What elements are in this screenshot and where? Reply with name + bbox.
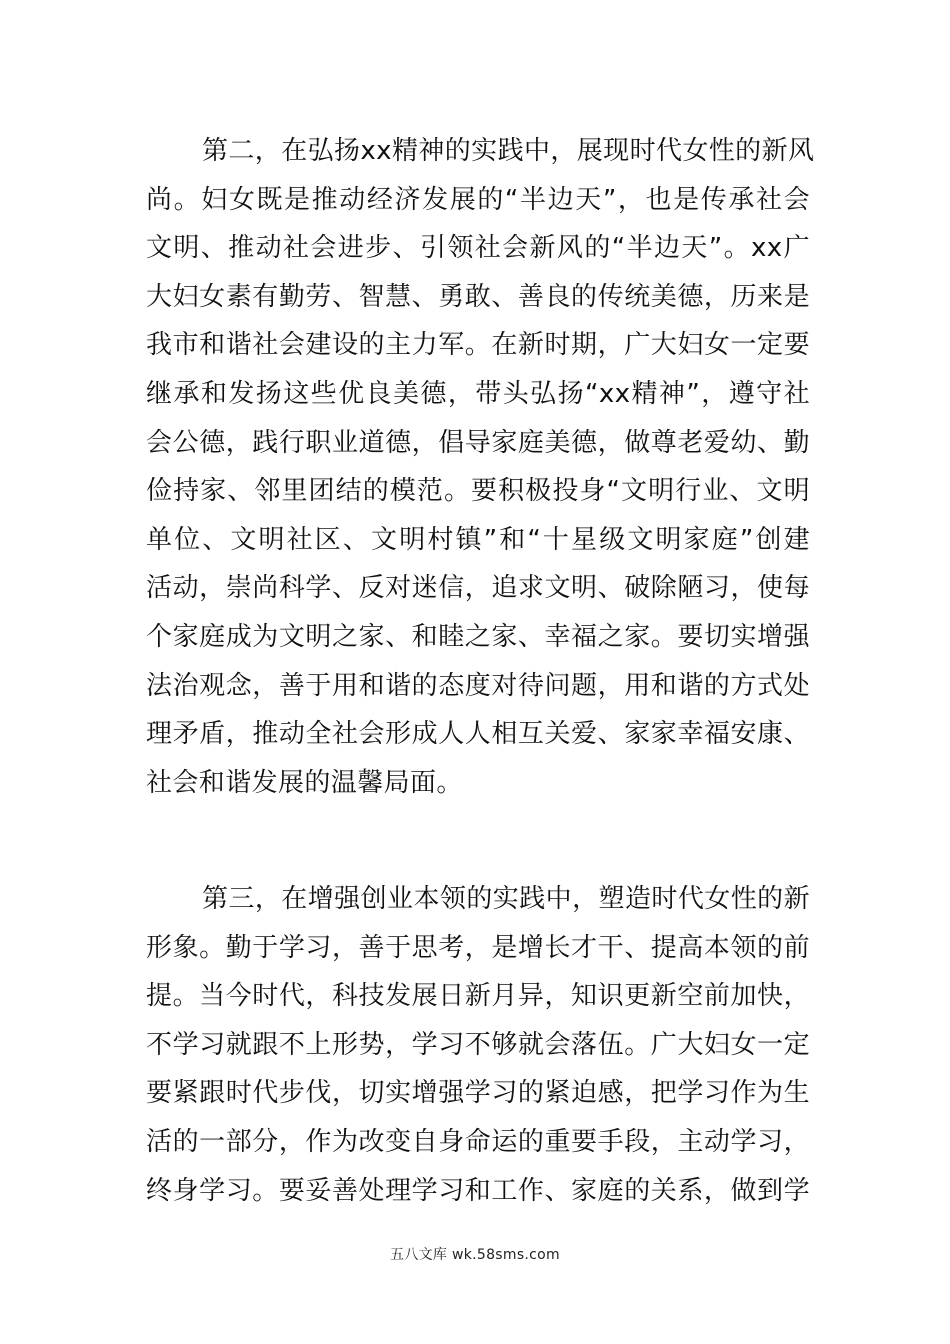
paragraph-line: 第三，在增强创业本领的实践中，塑造时代女性的新 bbox=[202, 884, 810, 914]
paragraph-line: 活的一部分，作为改变自身命运的重要手段，主动学习， bbox=[146, 1126, 810, 1157]
paragraph-line: 我市和谐社会建设的主力军。在新时期，广大妇女一定要 bbox=[146, 330, 810, 361]
paragraph-line: 理矛盾，推动全社会形成人人相互关爱、家家幸福安康、 bbox=[146, 719, 810, 750]
paragraph-line: 法治观念，善于用和谐的态度对待问题，用和谐的方式处 bbox=[146, 670, 810, 701]
paragraph-line: 大妇女素有勤劳、智慧、勇敢、善良的传统美德，历来是 bbox=[146, 281, 810, 312]
paragraph-line: 文明、推动社会进步、引领社会新风的“半边天”。xx广 bbox=[146, 233, 810, 264]
paragraph-line: 活动，崇尚科学、反对迷信，追求文明、破除陋习，使每 bbox=[146, 573, 810, 604]
paragraph-line: 单位、文明社区、文明村镇”和“十星级文明家庭”创建 bbox=[146, 524, 810, 555]
paragraph-line: 会公德，践行职业道德，倡导家庭美德，做尊老爱幼、勤 bbox=[146, 427, 810, 458]
paragraph-line: 社会和谐发展的温馨局面。 bbox=[146, 767, 463, 798]
paragraph-line: 第二，在弘扬xx精神的实践中，展现时代女性的新风 bbox=[202, 136, 815, 166]
paragraph-line: 形象。勤于学习，善于思考，是增长才干、提高本领的前 bbox=[146, 932, 810, 963]
paragraph-line: 个家庭成为文明之家、和睦之家、幸福之家。要切实增强 bbox=[146, 621, 810, 652]
paragraph-line: 继承和发扬这些优良美德，带头弘扬“xx精神”，遵守社 bbox=[146, 378, 810, 409]
paragraph-line: 提。当今时代，科技发展日新月异，知识更新空前加快， bbox=[146, 981, 810, 1012]
paragraph-line: 俭持家、邻里团结的模范。要积极投身“文明行业、文明 bbox=[146, 476, 810, 507]
paragraph-second bbox=[146, 127, 815, 807]
paragraph-line: 终身学习。要妥善处理学习和工作、家庭的关系，做到学 bbox=[146, 1175, 810, 1206]
paragraph-line: 不学习就跟不上形势，学习不够就会落伍。广大妇女一定 bbox=[146, 1029, 810, 1060]
paragraph-line: 要紧跟时代步伐，切实增强学习的紧迫感，把学习作为生 bbox=[146, 1078, 810, 1109]
paragraph-third bbox=[146, 875, 810, 1215]
paragraph-line: 尚。妇女既是推动经济发展的“半边天”，也是传承社会 bbox=[146, 184, 810, 215]
page-footer-watermark: 五八文库 wk.58sms.com bbox=[390, 1247, 560, 1263]
